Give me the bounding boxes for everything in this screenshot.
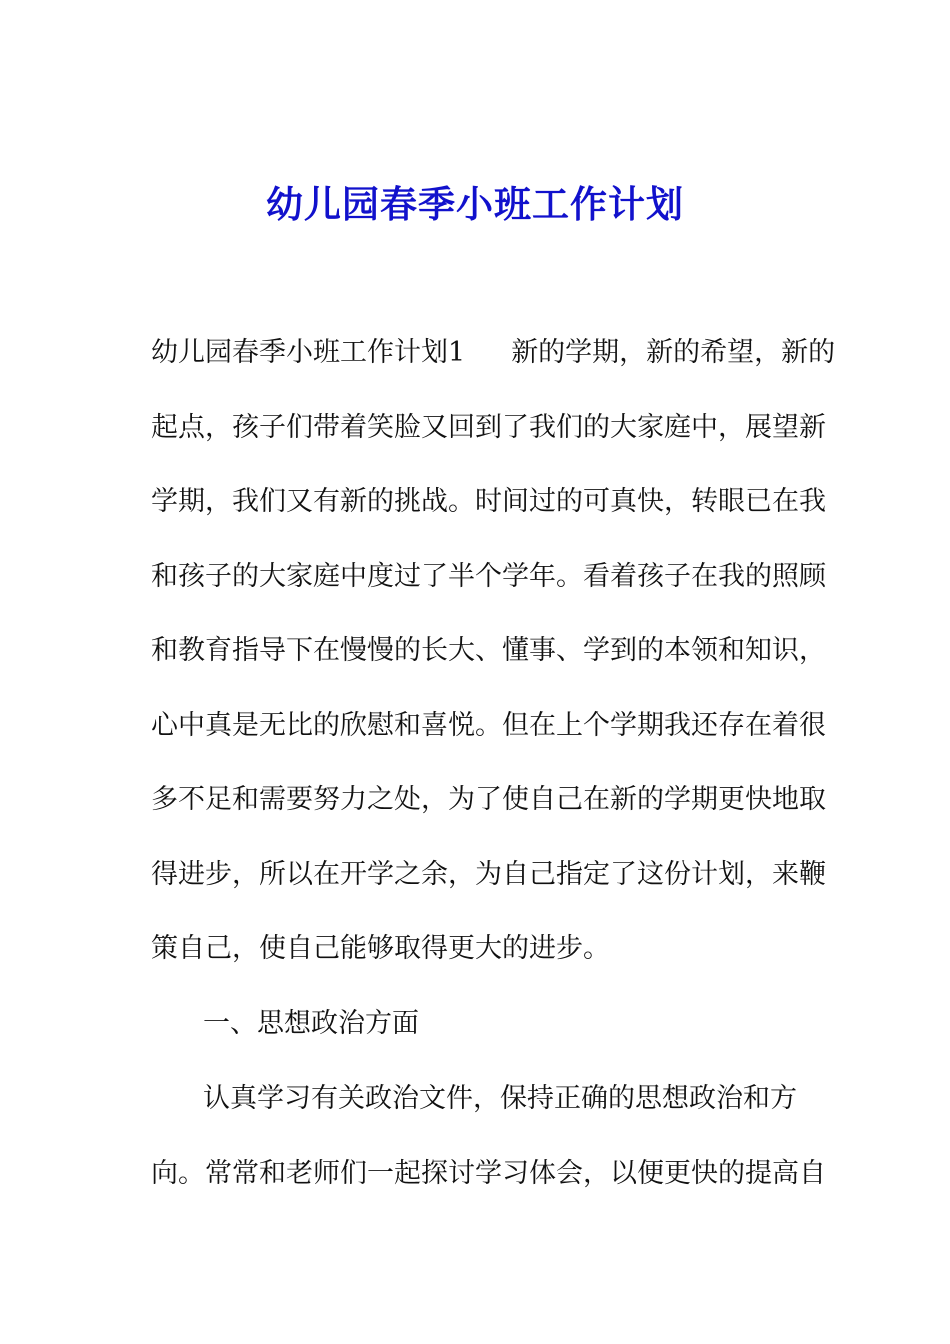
intro-line-7: 多不足和需要努力之处，为了使自己在新的学期更快地取 xyxy=(151,784,826,815)
section-paragraph xyxy=(151,1062,826,1211)
section-heading-text: 一、思想政治方面 xyxy=(203,1008,419,1039)
intro-line-9: 策自己，使自己能够取得更大的进步。 xyxy=(151,933,610,964)
section-line-2: 向。常常和老师们一起探讨学习体会，以便更快的提高自 xyxy=(151,1157,826,1189)
document-title: 幼儿园春季小班工作计划 xyxy=(266,182,684,226)
intro-line-6: 心中真是无比的欣慰和喜悦。但在上个学期我还存在着很 xyxy=(151,709,826,741)
intro-line-8: 得进步，所以在开学之余，为自己指定了这份计划，来鞭 xyxy=(151,858,826,890)
section-line-1-text: 认真学习有关政治文件，保持正确的思想政治和方 xyxy=(203,1083,797,1114)
intro-line-text: 新的学期，新的希望，新的 xyxy=(511,337,836,368)
intro-line-1 xyxy=(151,316,836,391)
intro-line-2: 起点，孩子们带着笑脸又回到了我们的大家庭中，展望新 xyxy=(151,411,826,443)
section-line-1 xyxy=(151,1062,811,1137)
intro-paragraph xyxy=(151,316,836,987)
intro-line-5: 和教育指导下在慢慢的长大、懂事、学到的本领和知识， xyxy=(151,635,826,666)
section-heading-line xyxy=(151,987,811,1062)
intro-inline-heading: 幼儿园春季小班工作计划1 xyxy=(151,337,466,368)
intro-line-4: 和孩子的大家庭中度过了半个学年。看着孩子在我的照顾 xyxy=(151,560,826,592)
section-heading xyxy=(151,987,811,1062)
intro-line-3: 学期，我们又有新的挑战。时间过的可真快，转眼已在我 xyxy=(151,486,826,517)
